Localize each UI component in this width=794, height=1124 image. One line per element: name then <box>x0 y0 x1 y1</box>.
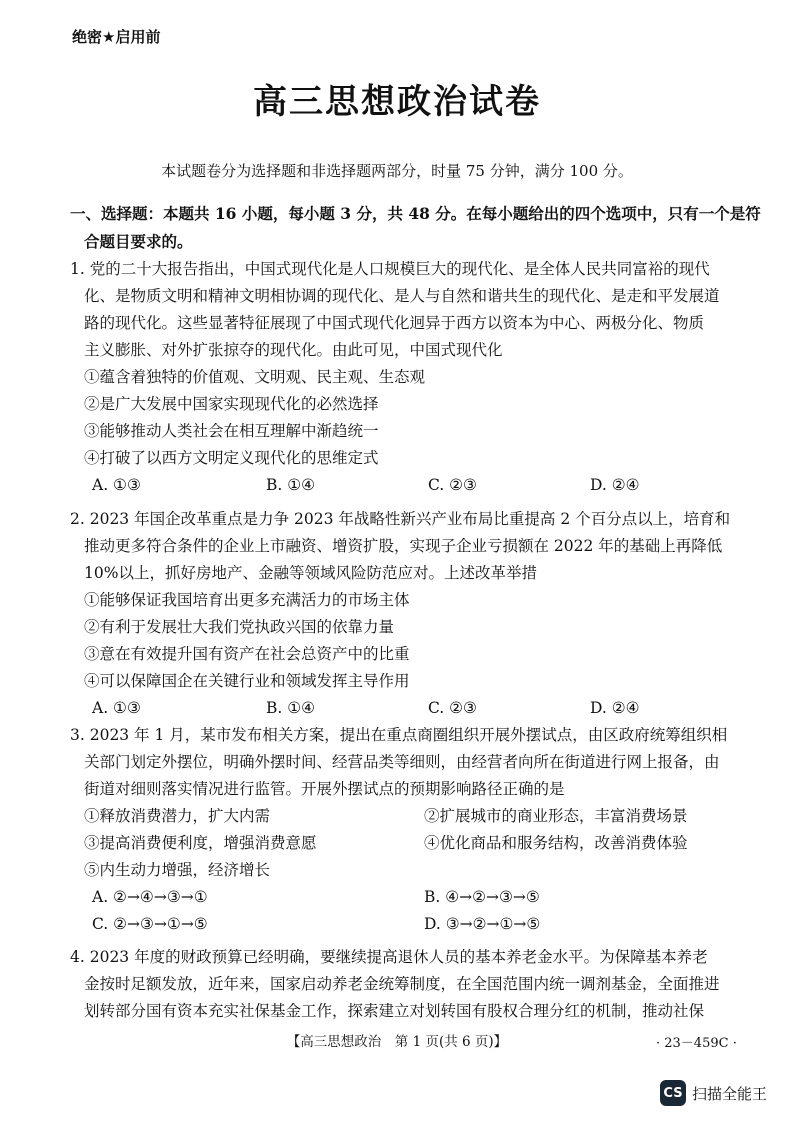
option-b[interactable]: B. ①④ <box>266 476 316 494</box>
option-c[interactable]: C. ②→③→①→⑤ <box>92 915 208 933</box>
question-3-items-row <box>70 803 727 830</box>
option-d[interactable]: D. ②④ <box>590 476 640 494</box>
question-1-item: ①蕴含着独特的价值观、文明观、民主观、生态观 <box>84 368 426 386</box>
section-heading-line: 一、选择题：本题共 16 小题，每小题 3 分，共 48 分。在每小题给出的四个选项中，只有一个是符 <box>70 204 761 223</box>
question-1-item: ②是广大发展中国家实现现代化的必然选择 <box>84 395 379 413</box>
question-2-options <box>70 695 730 722</box>
question-3-options-row <box>70 911 727 938</box>
page-title: 高三思想政治试卷 <box>253 82 541 122</box>
question-1-stem-line: 化、是物质文明和精神文明相协调的现代化、是人与自然和谐共生的现代化、是走和平发展道 <box>84 287 720 305</box>
question-2-stem-line: 2. 2023 年国企改革重点是力争 2023 年战略性新兴产业布局比重提高 2 个百分点以上，培育和 <box>70 510 731 528</box>
scanner-watermark <box>660 1080 767 1106</box>
page-footer: 【高三思想政治 第 1 页(共 6 页)】 <box>286 1034 508 1050</box>
question-4-stem-line: 划转部分国有资本充实社保基金工作，探索建立对划转国有股权合理分红的机制，推动社保 <box>84 1002 705 1020</box>
option-a[interactable]: A. ①③ <box>92 699 141 717</box>
question-2-item: ③意在有效提升国有资产在社会总资产中的比重 <box>84 645 410 663</box>
question-3-stem-line: 关部门划定外摆位，明确外摆时间、经营品类等细则，由经营者向所在街道进行网上报备，由 <box>84 753 720 771</box>
option-b[interactable]: B. ①④ <box>266 699 316 717</box>
question-2-item: ①能够保证我国培育出更多充满活力的市场主体 <box>84 591 410 609</box>
question-3-item: ②扩展城市的商业形态，丰富消费场景 <box>424 807 688 825</box>
question-3-stem-line: 街道对细则落实情况进行监管。开展外摆试点的预期影响路径正确的是 <box>84 780 565 798</box>
question-3 <box>70 722 727 938</box>
question-4 <box>70 944 720 1025</box>
option-c[interactable]: C. ②③ <box>428 699 477 717</box>
question-1-item: ③能够推动人类社会在相互理解中渐趋统一 <box>84 422 379 440</box>
paper-code: · 23－459C · <box>656 1036 737 1051</box>
section-heading-line: 合题目要求的。 <box>84 232 193 251</box>
question-3-item: ③提高消费便利度，增强消费意愿 <box>84 834 317 852</box>
option-a[interactable]: A. ②→④→③→① <box>92 888 208 906</box>
question-3-options-row <box>70 884 727 911</box>
question-1-item: ④打破了以西方文明定义现代化的思维定式 <box>84 449 379 467</box>
question-4-stem-line: 4. 2023 年度的财政预算已经明确，要继续提高退休人员的基本养老金水平。为保障基本养老 <box>70 948 708 966</box>
question-2-stem-line: 推动更多符合条件的企业上市融资、增资扩股，实现子企业亏损额在 2022 年的基础上再降低 <box>84 537 723 555</box>
question-2 <box>70 506 730 722</box>
section-heading <box>70 200 761 256</box>
option-a[interactable]: A. ①③ <box>92 476 141 494</box>
question-1-stem-line: 1. 党的二十大报告指出，中国式现代化是人口规模巨大的现代化、是全体人民共同富裕的现代 <box>70 260 710 278</box>
question-2-stem-line: 10%以上，抓好房地产、金融等领域风险防范应对。上述改革举措 <box>84 564 537 582</box>
option-c[interactable]: C. ②③ <box>428 476 477 494</box>
option-d[interactable]: D. ③→②→①→⑤ <box>424 915 541 933</box>
question-1-stem-line: 路的现代化。这些显著特征展现了中国式现代化迥异于西方以资本为中心、两极分化、物质 <box>84 314 705 332</box>
question-3-items-row <box>70 830 727 857</box>
question-3-items-row <box>70 857 727 884</box>
option-d[interactable]: D. ②④ <box>590 699 640 717</box>
option-b[interactable]: B. ④→②→③→⑤ <box>424 888 540 906</box>
question-1 <box>70 256 720 499</box>
question-3-item: ①释放消费潜力，扩大内需 <box>84 807 271 825</box>
question-3-item: ④优化商品和服务结构，改善消费体验 <box>424 834 688 852</box>
exam-intro: 本试题卷分为选择题和非选择题两部分，时量 75 分钟，满分 100 分。 <box>161 162 633 180</box>
question-2-item: ④可以保障国企在关键行业和领域发挥主导作用 <box>84 672 410 690</box>
question-3-item: ⑤内生动力增强，经济增长 <box>84 861 271 879</box>
camscanner-icon: CS <box>660 1080 686 1106</box>
question-4-stem-line: 金按时足额发放，近年来，国家启动养老金统筹制度，在全国范围内统一调剂基金，全面推进 <box>84 975 720 993</box>
question-2-item: ②有利于发展壮大我们党执政兴国的依靠力量 <box>84 618 395 636</box>
question-1-options <box>70 472 720 499</box>
question-1-stem-line: 主义膨胀、对外扩张掠夺的现代化。由此可见，中国式现代化 <box>84 341 503 359</box>
scanner-name: 扫描全能王 <box>692 1084 768 1103</box>
confidential-label: 绝密★启用前 <box>72 28 161 46</box>
question-3-stem-line: 3. 2023 年 1 月，某市发布相关方案，提出在重点商圈组织开展外摆试点，由区政府统筹组织相 <box>70 726 728 744</box>
